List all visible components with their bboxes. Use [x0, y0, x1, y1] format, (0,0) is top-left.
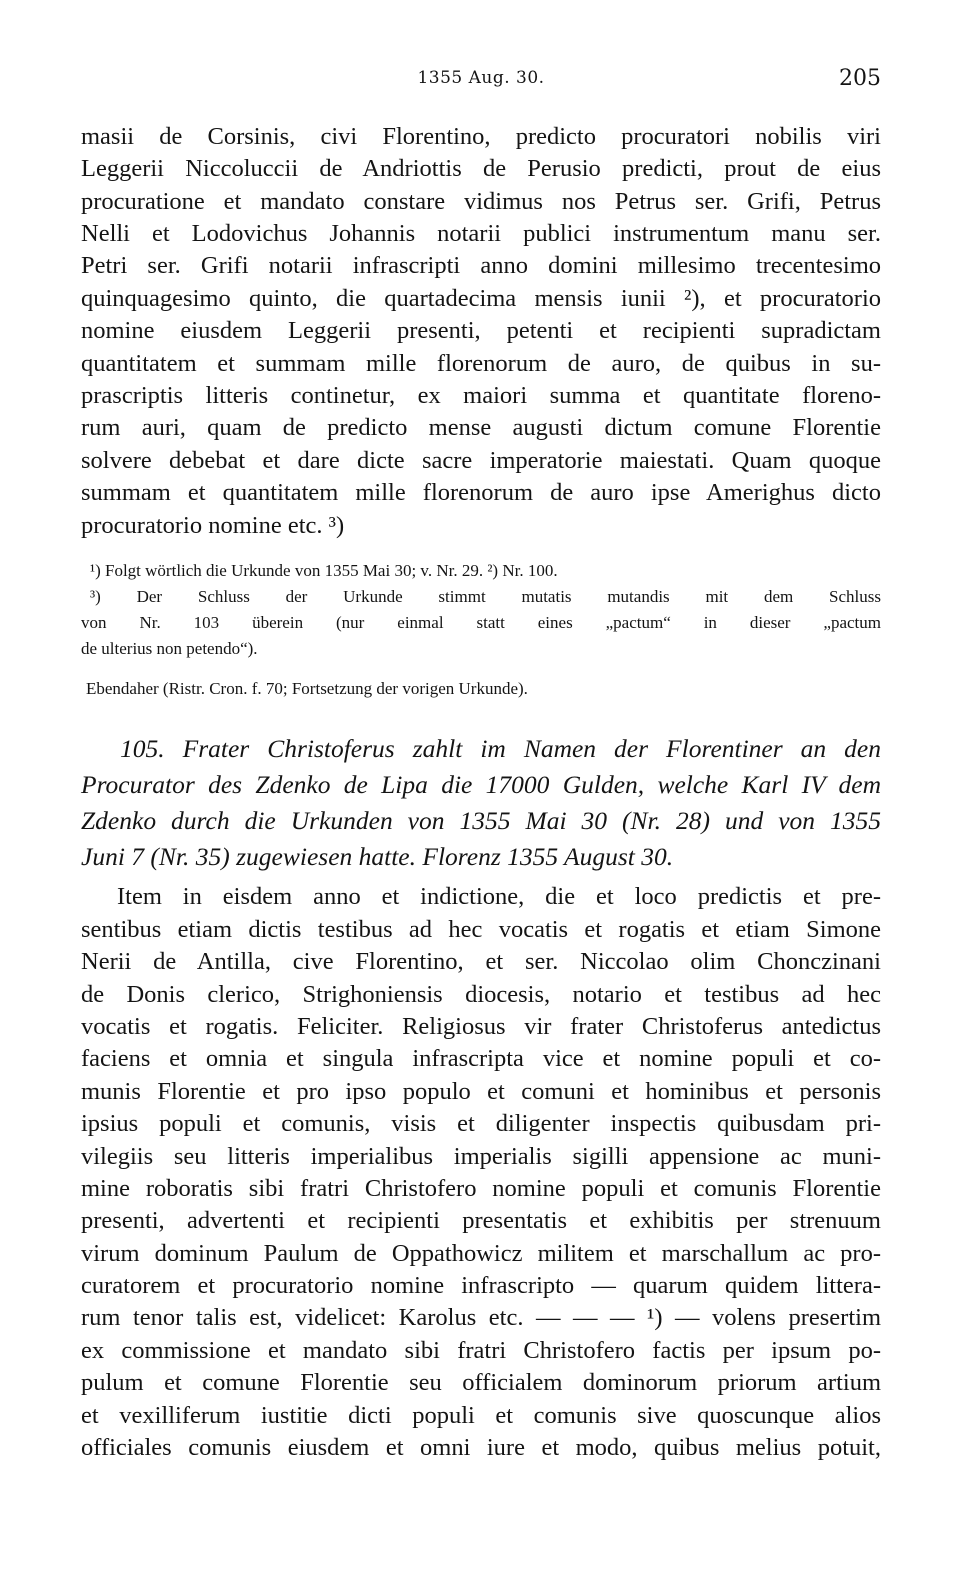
- text-line: Petri ser. Grifi notarii infrascripti anno domini millesimo trecentesimo: [81, 252, 881, 279]
- text-line: Item in eisdem anno et indictione, die et loco predictis et pre-: [117, 883, 881, 910]
- footnote: ³) Der Schluss der Urkunde stimmt mutatis mutandis mit dem Schluss: [90, 587, 881, 606]
- text-line: solvere debebat et dare dicte sacre imperatorie maiestati. Quam quoque: [81, 447, 881, 474]
- text-line: vocatis et rogatis. Feliciter. Religiosus vir frater Christoferus antedictus: [81, 1013, 881, 1040]
- source-note: Ebendaher (Ristr. Cron. f. 70; Fortsetzung der vorigen Urkunde).: [86, 679, 528, 698]
- text-line: de Donis clerico, Strighoniensis diocesis, notario et testibus ad hec: [81, 981, 881, 1008]
- text-line: ex commissione et mandato sibi fratri Christofero factis per ipsum po-: [81, 1337, 881, 1364]
- page-number: 205: [839, 66, 881, 91]
- footnote: de ulterius non petendo“).: [81, 639, 258, 658]
- text-line: officiales comunis eiusdem et omni iure et modo, quibus melius potuit,: [81, 1434, 881, 1461]
- text-line: Nerii de Antilla, cive Florentino, et ser. Niccolao olim Chonczinani: [81, 948, 881, 975]
- running-header: [81, 68, 881, 98]
- text-line: munis Florentie et pro ipso populo et comuni et hominibus et personis: [81, 1078, 881, 1105]
- text-line: virum dominum Paulum de Oppathowicz militem et marschallum ac pro-: [81, 1240, 881, 1267]
- text-line: quantitatem et summam mille florenorum de auro, de quibus in su-: [81, 350, 881, 377]
- heading-line: Juni 7 (Nr. 35) zugewiesen hatte. Florenz 1355 August 30.: [81, 842, 674, 871]
- text-line: summam et quantitatem mille florenorum de auro ipse Amerighus dicto: [81, 479, 881, 506]
- text-line: Leggerii Niccoluccii de Andriottis de Perusio predicti, prout de eius: [81, 155, 881, 182]
- text-line: procuratorio nomine etc. ³): [81, 512, 345, 539]
- header-date: 1355 Aug. 30.: [417, 68, 545, 88]
- text-line: quinquagesimo quinto, die quartadecima mensis iunii ²), et procuratorio: [81, 285, 881, 312]
- heading-line: Procurator des Zdenko de Lipa die 17000 Gulden, welche Karl IV dem: [81, 770, 881, 799]
- text-line: mine roboratis sibi fratri Christofero nomine populi et comunis Florentie: [81, 1175, 881, 1202]
- heading-line: Zdenko durch die Urkunden von 1355 Mai 30 (Nr. 28) und von 1355: [81, 806, 881, 835]
- text-line: faciens et omnia et singula infrascripta vice et nomine populi et co-: [81, 1045, 881, 1072]
- heading-line: 105. Frater Christoferus zahlt im Namen der Florentiner an den: [120, 734, 881, 763]
- footnote: ¹) Folgt wörtlich die Urkunde von 1355 Mai 30; v. Nr. 29. ²) Nr. 100.: [90, 561, 558, 580]
- text-line: presenti, advertenti et recipienti presentatis et exhibitis per strenuum: [81, 1207, 881, 1234]
- text-line: vilegiis seu litteris imperialibus imperialis sigilli appensione ac muni-: [81, 1143, 881, 1170]
- text-line: procuratione et mandato constare vidimus nos Petrus ser. Grifi, Petrus: [81, 188, 881, 215]
- text-line: ipsius populi et comunis, visis et diligenter inspectis quibusdam pri-: [81, 1110, 881, 1137]
- footnote: von Nr. 103 überein (nur einmal statt eines „pactum“ in dieser „pactum: [81, 613, 881, 632]
- text-line: rum tenor talis est, videlicet: Karolus etc. — — — ¹) — volens presertim: [81, 1304, 881, 1331]
- text-line: prascriptis litteris continetur, ex maiori summa et quantitate floreno-: [81, 382, 881, 409]
- text-line: rum auri, quam de predicto mense augusti dictum comune Florentie: [81, 414, 881, 441]
- text-line: curatorem et procuratorio nomine infrascripto — quarum quidem littera-: [81, 1272, 881, 1299]
- text-line: sentibus etiam dictis testibus ad hec vocatis et rogatis et etiam Simone: [81, 916, 881, 943]
- text-line: et vexilliferum iustitie dicti populi et comunis sive quoscunque alios: [81, 1402, 881, 1429]
- text-line: Nelli et Lodovichus Johannis notarii publici instrumentum manu ser.: [81, 220, 881, 247]
- text-line: masii de Corsinis, civi Florentino, predicto procuratori nobilis viri: [81, 123, 881, 150]
- text-line: nomine eiusdem Leggerii presenti, petenti et recipienti supradictam: [81, 317, 881, 344]
- text-line: pulum et comune Florentie seu officialem dominorum priorum artium: [81, 1369, 881, 1396]
